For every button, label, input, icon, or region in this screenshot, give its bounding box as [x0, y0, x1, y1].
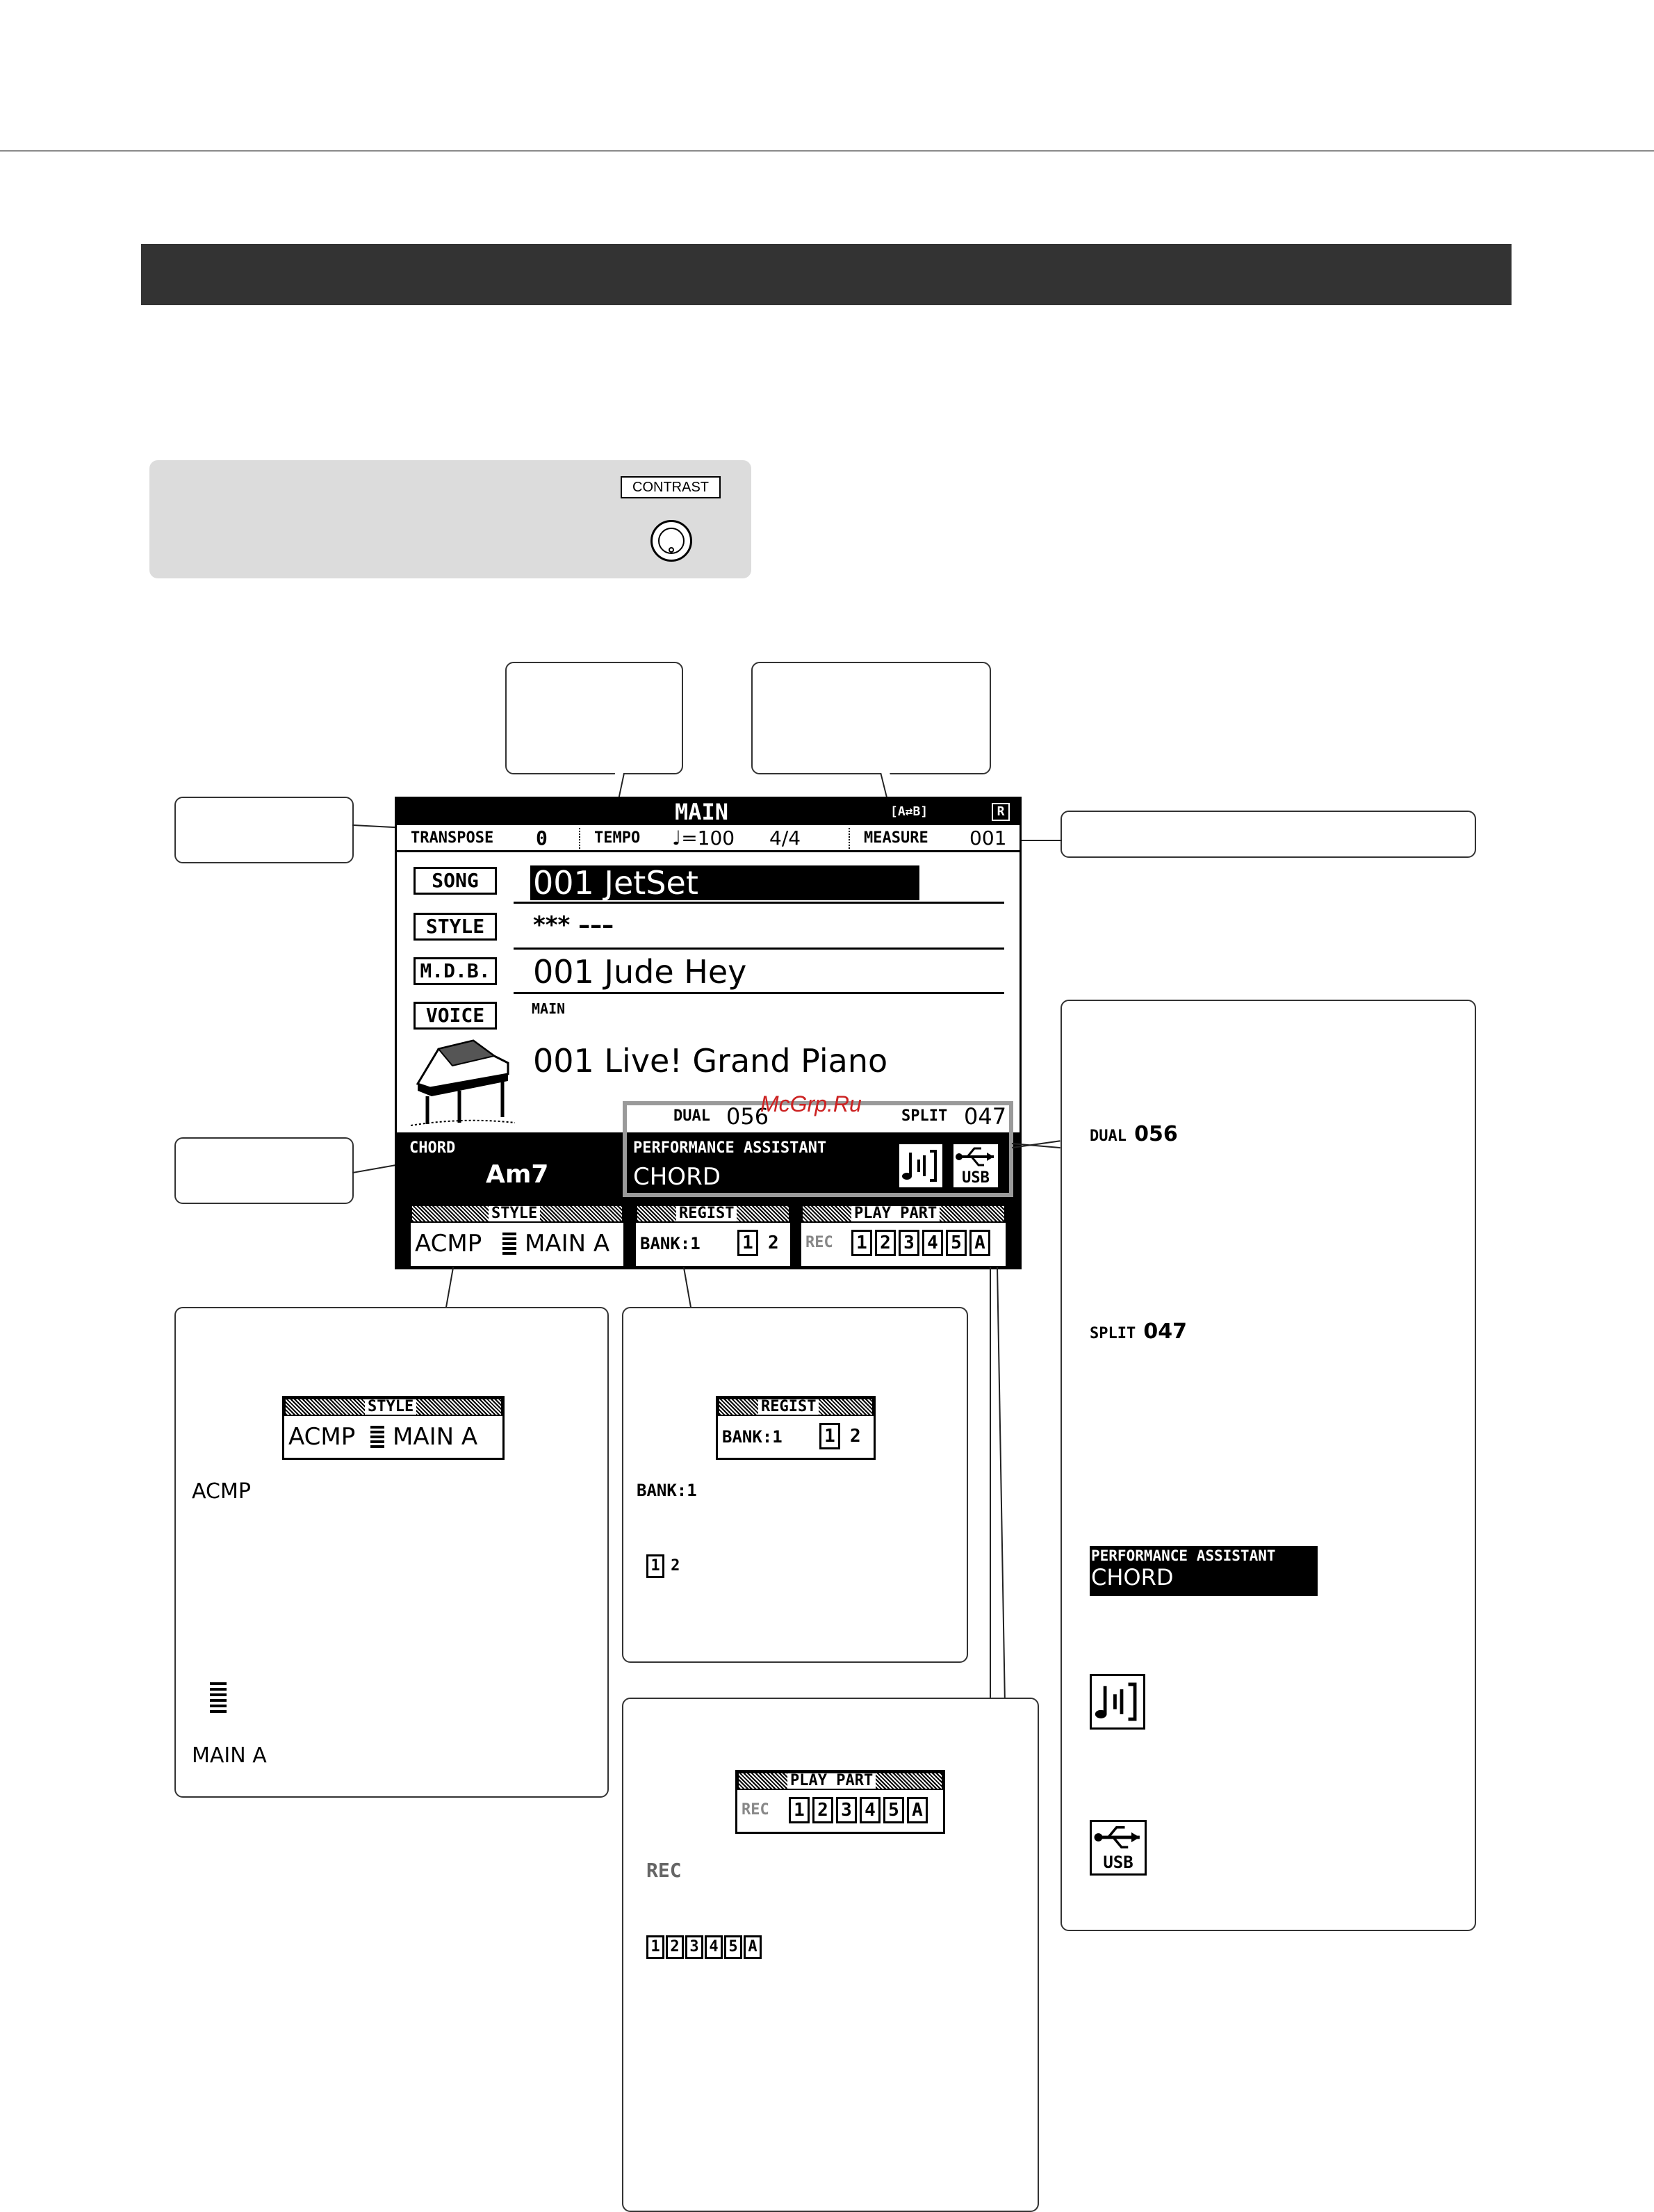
contrast-knob[interactable] — [650, 520, 692, 562]
parts-item — [646, 1935, 763, 1959]
regist-item-num-2: 2 — [671, 1557, 680, 1575]
lcd-display — [395, 797, 1022, 1269]
contrast-label: CONTRAST — [621, 476, 721, 498]
callout-ab-repeat — [751, 662, 991, 774]
regist-explain-bank: BANK:1 — [722, 1427, 783, 1447]
lcd-status-row — [397, 825, 1020, 852]
record-indicator: R — [992, 803, 1010, 821]
time-signature: 4/4 — [769, 827, 801, 849]
section-bars-icon — [502, 1233, 516, 1256]
style-box-header: STYLE — [489, 1206, 540, 1221]
playpart-explain-parts — [789, 1797, 931, 1823]
regist-box-num-2: 2 — [768, 1233, 779, 1253]
pa-item — [1090, 1546, 1318, 1596]
regist-box-num-1: 1 — [737, 1230, 758, 1256]
pa-value: CHORD — [633, 1163, 721, 1191]
part-box-a: A — [969, 1230, 990, 1256]
playpart-explain-rec: REC — [742, 1801, 769, 1819]
regist-box-bank: BANK:1 — [640, 1234, 701, 1253]
explain-part-3: 3 — [836, 1797, 857, 1823]
dual-value: 056 — [726, 1103, 769, 1130]
pointer-playpart-2 — [997, 1267, 1006, 1699]
ab-repeat-indicator: [A⇄B] — [890, 804, 928, 819]
song-tag: SONG — [414, 867, 497, 895]
parts-item-2: 2 — [666, 1935, 684, 1959]
performance-assistant-icon — [1090, 1674, 1145, 1730]
split-item-label: SPLIT — [1090, 1325, 1136, 1342]
style-tag: STYLE — [414, 913, 497, 941]
parts-item-4: 4 — [705, 1935, 723, 1959]
dual-item — [1090, 1122, 1178, 1146]
dual-item-label: DUAL — [1090, 1128, 1127, 1145]
rec-item: REC — [646, 1859, 682, 1882]
style-explain-header: STYLE — [365, 1399, 416, 1415]
explain-part-1: 1 — [789, 1797, 810, 1823]
measure-label: MEASURE — [864, 829, 928, 847]
callout-transpose — [174, 797, 354, 863]
style-name: *** ––– — [533, 911, 614, 939]
usb-label: USB — [962, 1169, 990, 1187]
mdb-tag: M.D.B. — [414, 957, 497, 985]
chord-value: Am7 — [486, 1160, 549, 1189]
parts-item-a: A — [744, 1935, 762, 1959]
parts-item-3: 3 — [685, 1935, 703, 1959]
dual-label: DUAL — [673, 1107, 710, 1125]
playpart-box-rec: REC — [805, 1234, 833, 1251]
regist-nums-item — [646, 1554, 680, 1578]
playpart-explain-sample — [735, 1770, 945, 1834]
regist-item-num-1: 1 — [646, 1554, 664, 1578]
regist-explain-header: REGIST — [758, 1399, 819, 1415]
mdb-name: 001 Jude Hey — [533, 953, 747, 991]
parts-item-1: 1 — [646, 1935, 664, 1959]
regist-explain-num-2: 2 — [850, 1426, 861, 1447]
pointer-style — [445, 1267, 454, 1308]
explain-part-a: A — [907, 1797, 928, 1823]
part-box-2: 2 — [875, 1230, 896, 1256]
song-name: 001 JetSet — [533, 864, 698, 902]
pointer-playpart-1 — [990, 1267, 991, 1698]
split-label: SPLIT — [901, 1107, 948, 1125]
chord-label: CHORD — [409, 1139, 456, 1157]
split-item-value: 047 — [1143, 1319, 1187, 1344]
voice-name: 001 Live! Grand Piano — [533, 1042, 888, 1080]
bank-item: BANK:1 — [637, 1481, 697, 1500]
regist-explain-sample — [716, 1396, 876, 1460]
section-bars-icon — [210, 1682, 227, 1713]
transpose-value: 0 — [536, 827, 548, 849]
style-box-acmp: ACMP — [415, 1230, 482, 1258]
lcd-style-box — [409, 1203, 625, 1267]
split-item — [1090, 1319, 1187, 1344]
section-bars-icon — [370, 1426, 384, 1449]
measure-value: 001 — [969, 827, 1007, 849]
usb-icon — [1090, 1820, 1147, 1876]
grand-piano-icon — [411, 1035, 515, 1131]
usb-item-label: USB — [1103, 1853, 1133, 1872]
style-explain-section: MAIN A — [393, 1423, 478, 1451]
part-box-4: 4 — [922, 1230, 943, 1256]
tempo-label: TEMPO — [594, 829, 641, 847]
lcd-title-bar — [397, 799, 1020, 825]
explain-part-5: 5 — [883, 1797, 904, 1823]
pa-item-value: CHORD — [1091, 1564, 1174, 1591]
part-box-5: 5 — [946, 1230, 967, 1256]
playpart-box-parts — [851, 1230, 993, 1256]
explain-part-4: 4 — [860, 1797, 881, 1823]
style-explain-sample — [282, 1396, 505, 1460]
style-box-section: MAIN A — [525, 1230, 610, 1258]
section-title-bar — [141, 244, 1512, 305]
acmp-item: ACMP — [192, 1479, 251, 1504]
parts-item-5: 5 — [724, 1935, 742, 1959]
pointer-regist — [683, 1267, 691, 1308]
explain-part-2: 2 — [812, 1797, 833, 1823]
playpart-explain-header: PLAY PART — [787, 1773, 876, 1789]
lcd-regist-box — [634, 1203, 792, 1267]
split-value: 047 — [964, 1103, 1007, 1130]
callout-tempo — [505, 662, 683, 774]
voice-tag: VOICE — [414, 1002, 497, 1030]
lcd-playpart-box — [800, 1203, 1007, 1267]
transpose-label: TRANSPOSE — [411, 829, 494, 847]
top-rule — [0, 150, 1654, 152]
pa-item-label: PERFORMANCE ASSISTANT — [1091, 1547, 1276, 1564]
voice-sub-label: MAIN — [532, 1000, 566, 1017]
regist-box-header: REGIST — [676, 1206, 737, 1221]
dual-item-value: 056 — [1134, 1122, 1178, 1146]
pointer-measure — [1015, 840, 1062, 841]
part-box-1: 1 — [851, 1230, 872, 1256]
callout-measure — [1061, 811, 1476, 858]
playpart-box-header: PLAY PART — [851, 1206, 940, 1221]
tempo-value: ♩=100 — [672, 827, 735, 849]
main-a-item: MAIN A — [192, 1743, 267, 1768]
watermark: McGrp.Ru — [760, 1091, 862, 1116]
part-box-3: 3 — [899, 1230, 919, 1256]
callout-chord — [174, 1137, 354, 1204]
lcd-title: MAIN — [675, 799, 729, 825]
pa-label: PERFORMANCE ASSISTANT — [633, 1139, 827, 1157]
regist-explain-num-1: 1 — [819, 1423, 840, 1449]
style-explain-acmp: ACMP — [288, 1423, 356, 1451]
style-explain-box — [174, 1307, 609, 1798]
